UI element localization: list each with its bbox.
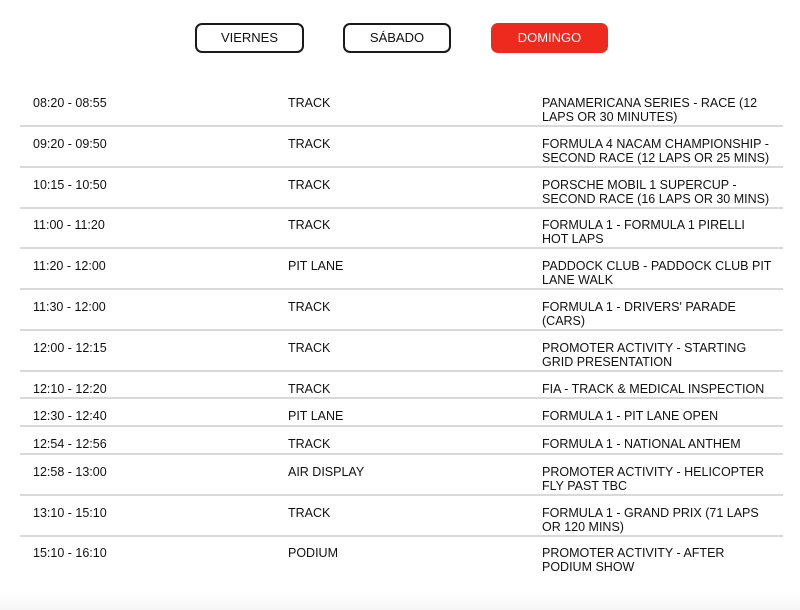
- tab-domingo[interactable]: DOMINGO: [491, 23, 608, 53]
- tab-viernes[interactable]: VIERNES: [195, 23, 304, 53]
- time-cell: 08:20 - 08:55: [33, 96, 107, 110]
- location-cell: PIT LANE: [288, 259, 344, 273]
- event-cell: FORMULA 1 - NATIONAL ANTHEM: [542, 437, 741, 451]
- location-cell: TRACK: [288, 218, 331, 232]
- time-cell: 12:00 - 12:15: [33, 341, 107, 355]
- event-cell: FORMULA 1 - FORMULA 1 PIRELLI HOT LAPS: [542, 218, 745, 246]
- table-row: [20, 138, 783, 168]
- time-cell: 12:54 - 12:56: [33, 437, 107, 451]
- time-cell: 12:30 - 12:40: [33, 409, 107, 423]
- event-cell: FORMULA 1 - DRIVERS' PARADE (CARS): [542, 300, 736, 328]
- event-cell: FORMULA 1 - GRAND PRIX (71 LAPS OR 120 MINS): [542, 506, 759, 534]
- event-cell: PROMOTER ACTIVITY - AFTER PODIUM SHOW: [542, 546, 725, 574]
- time-cell: 15:10 - 16:10: [33, 546, 107, 560]
- table-row: [20, 219, 783, 249]
- location-cell: TRACK: [288, 382, 331, 396]
- event-cell: PROMOTER ACTIVITY - HELICOPTER FLY PAST TBC: [542, 465, 765, 493]
- table-row: [20, 507, 783, 537]
- table-row: [20, 466, 783, 496]
- event-cell: FIA - TRACK & MEDICAL INSPECTION: [542, 382, 765, 396]
- time-cell: 09:20 - 09:50: [33, 137, 107, 151]
- time-cell: 11:30 - 12:00: [33, 300, 106, 314]
- location-cell: PODIUM: [288, 546, 338, 560]
- location-cell: PIT LANE: [288, 409, 344, 423]
- table-row: [20, 410, 783, 427]
- time-cell: 12:10 - 12:20: [33, 382, 107, 396]
- table-row: [20, 438, 783, 455]
- table-row: [20, 260, 783, 290]
- time-cell: 10:15 - 10:50: [33, 178, 107, 192]
- table-row: [20, 97, 783, 127]
- time-cell: 13:10 - 15:10: [33, 506, 107, 520]
- time-cell: 11:20 - 12:00: [33, 259, 106, 273]
- location-cell: TRACK: [288, 437, 331, 451]
- location-cell: TRACK: [288, 96, 331, 110]
- day-tabs: [0, 23, 800, 53]
- table-row: [20, 179, 783, 209]
- table-row: [20, 301, 783, 331]
- location-cell: TRACK: [288, 506, 331, 520]
- location-cell: AIR DISPLAY: [288, 465, 365, 479]
- table-row: [20, 342, 783, 372]
- event-cell: PADDOCK CLUB - PADDOCK CLUB PIT LANE WALK: [542, 259, 772, 287]
- time-cell: 11:00 - 11:20: [33, 218, 105, 232]
- event-cell: PORSCHE MOBIL 1 SUPERCUP - SECOND RACE (16 LAPS OR 30 MINS): [542, 178, 770, 206]
- location-cell: TRACK: [288, 300, 331, 314]
- tab-sabado[interactable]: SÁBADO: [343, 23, 451, 53]
- event-cell: FORMULA 1 - PIT LANE OPEN: [542, 409, 719, 423]
- event-cell: PROMOTER ACTIVITY - STARTING GRID PRESENTATION: [542, 341, 747, 369]
- event-cell: PANAMERICANA SERIES - RACE (12 LAPS OR 30 MINUTES): [542, 96, 758, 124]
- event-cell: FORMULA 4 NACAM CHAMPIONSHIP - SECOND RACE (12 LAPS OR 25 MINS): [542, 137, 770, 165]
- table-row: [20, 383, 783, 399]
- location-cell: TRACK: [288, 178, 331, 192]
- table-row: [20, 547, 783, 577]
- time-cell: 12:58 - 13:00: [33, 465, 107, 479]
- location-cell: TRACK: [288, 341, 331, 355]
- location-cell: TRACK: [288, 137, 331, 151]
